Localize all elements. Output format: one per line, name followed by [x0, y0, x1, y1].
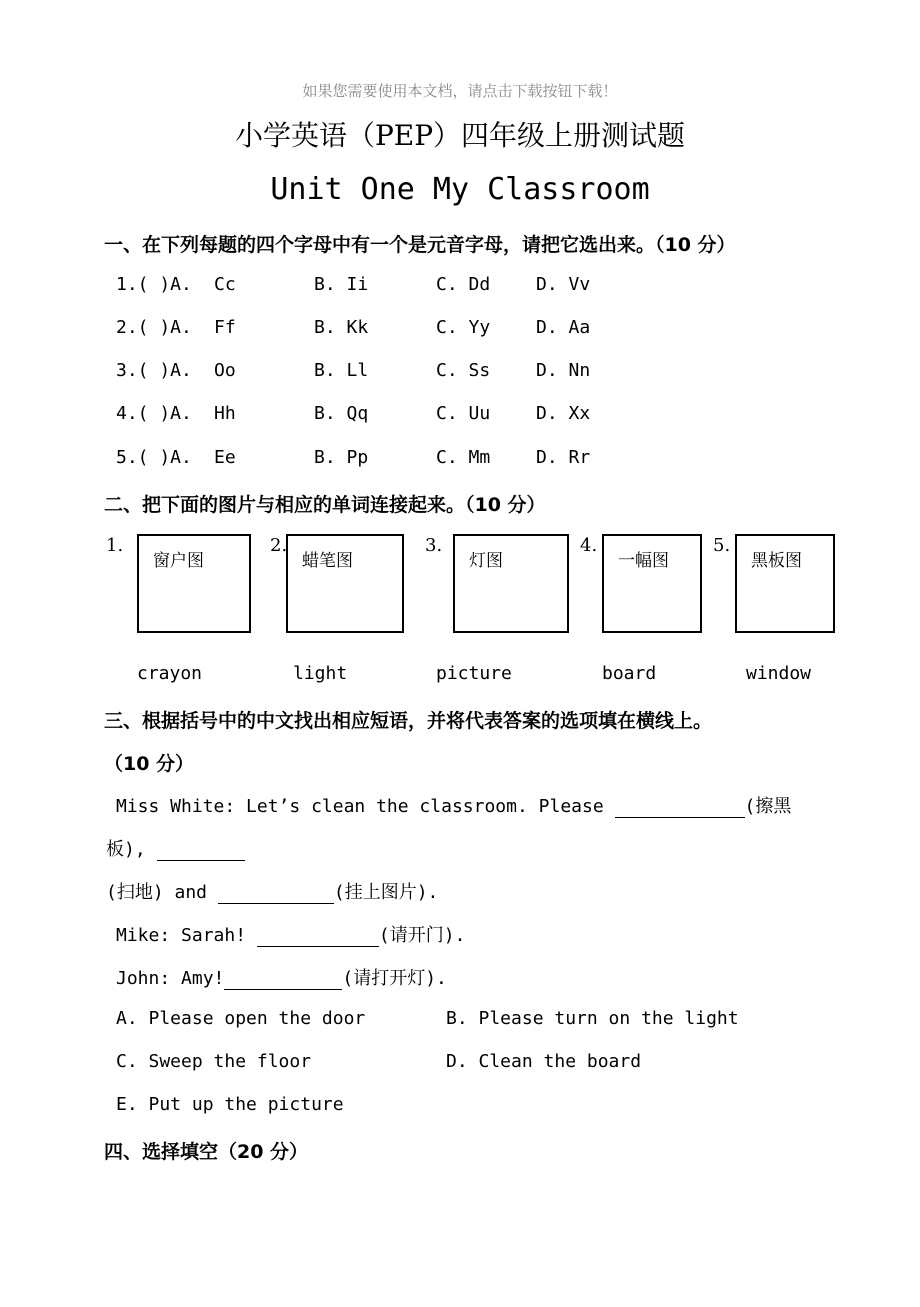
unit-subtitle: Unit One My Classroom: [270, 172, 650, 207]
word-picture: picture: [436, 663, 512, 684]
picture-placeholder-label: 灯图: [469, 551, 503, 571]
option-d: D. Nn: [536, 360, 591, 381]
option-b: B. Ll: [314, 360, 369, 381]
word-crayon: crayon: [137, 663, 203, 684]
question-number: 2.( )A.: [116, 317, 192, 338]
option-d: D. Aa: [536, 317, 591, 338]
question-number: 4.( )A.: [116, 403, 192, 424]
picture-number: 1.: [106, 535, 124, 556]
chinese-hint: (挂上图片).: [333, 882, 439, 903]
option-a: Cc: [214, 274, 236, 295]
section3-score: （10 分）: [104, 753, 195, 775]
option-c: C. Mm: [436, 447, 491, 468]
answer-blank[interactable]: [224, 969, 342, 990]
option-d: D. Xx: [536, 403, 591, 424]
dialogue-line-continued-2: [106, 878, 438, 904]
question-number: 3.( )A.: [116, 360, 192, 381]
option-d: D. Vv: [536, 274, 591, 295]
dialogue-line-miss-white: [116, 792, 791, 818]
dialogue-text: Mike: Sarah!: [116, 925, 257, 946]
option-b: B. Kk: [314, 317, 369, 338]
question-number: 1.( )A.: [116, 274, 192, 295]
option-c: C. Yy: [436, 317, 491, 338]
dialogue-line-continued: [106, 835, 245, 861]
section2-heading: 二、把下面的图片与相应的单词连接起来。（10 分）: [104, 494, 546, 516]
answer-blank[interactable]: [218, 883, 334, 904]
picture-box-light: [453, 534, 569, 633]
picture-number: 5.: [713, 535, 731, 556]
word-window: window: [746, 663, 812, 684]
option-c: C. Uu: [436, 403, 491, 424]
picture-placeholder-label: 一幅图: [618, 551, 669, 571]
option-a: Oo: [214, 360, 236, 381]
download-notice: 如果您需要使用本文档，请点击下载按钮下载！: [302, 82, 618, 100]
option-c: C. Ss: [436, 360, 491, 381]
option-a: Ee: [214, 447, 236, 468]
dialogue-text: John: Amy!: [116, 968, 225, 989]
picture-number: 3.: [425, 535, 443, 556]
picture-placeholder-label: 黑板图: [751, 551, 802, 571]
answer-blank[interactable]: [157, 840, 245, 861]
option-c-text: C. Sweep the floor: [116, 1051, 312, 1072]
picture-box-window: [137, 534, 251, 633]
option-c: C. Dd: [436, 274, 491, 295]
picture-box-crayon: [286, 534, 404, 633]
page-title: 小学英语（PEP）四年级上册测试题: [234, 119, 686, 152]
option-d-text: D. Clean the board: [446, 1051, 642, 1072]
word-light: light: [293, 663, 348, 684]
option-b: B. Pp: [314, 447, 369, 468]
dialogue-line-mike: [116, 921, 465, 947]
option-a: Ff: [214, 317, 236, 338]
picture-number: 2.: [270, 535, 288, 556]
chinese-hint: (扫地) and: [106, 882, 218, 903]
section3-heading: 三、根据括号中的中文找出相应短语，并将代表答案的选项填在横线上。: [104, 710, 713, 732]
question-number: 5.( )A.: [116, 447, 192, 468]
section4-heading: 四、选择填空（20 分）: [104, 1141, 309, 1163]
chinese-hint: (请开门).: [378, 925, 466, 946]
option-d: D. Rr: [536, 447, 591, 468]
option-e-text: E. Put up the picture: [116, 1094, 344, 1115]
picture-number: 4.: [580, 535, 598, 556]
picture-box-blackboard: [735, 534, 835, 633]
dialogue-text: Miss White: Let’s clean the classroom. Please: [116, 796, 615, 817]
word-board: board: [602, 663, 657, 684]
answer-blank[interactable]: [615, 797, 745, 818]
answer-blank[interactable]: [257, 926, 379, 947]
chinese-hint: (擦黑: [744, 796, 792, 817]
picture-placeholder-label: 窗户图: [153, 551, 204, 571]
option-b-text: B. Please turn on the light: [446, 1008, 739, 1029]
option-b: B. Ii: [314, 274, 369, 295]
option-b: B. Qq: [314, 403, 369, 424]
chinese-hint: (请打开灯).: [342, 968, 447, 989]
picture-box-picture: [602, 534, 702, 633]
option-a: Hh: [214, 403, 236, 424]
dialogue-line-john: [116, 964, 447, 990]
chinese-hint: 板),: [106, 839, 157, 860]
picture-placeholder-label: 蜡笔图: [302, 551, 353, 571]
option-a-text: A. Please open the door: [116, 1008, 366, 1029]
section1-heading: 一、在下列每题的四个字母中有一个是元音字母，请把它选出来。（10 分）: [104, 234, 736, 256]
